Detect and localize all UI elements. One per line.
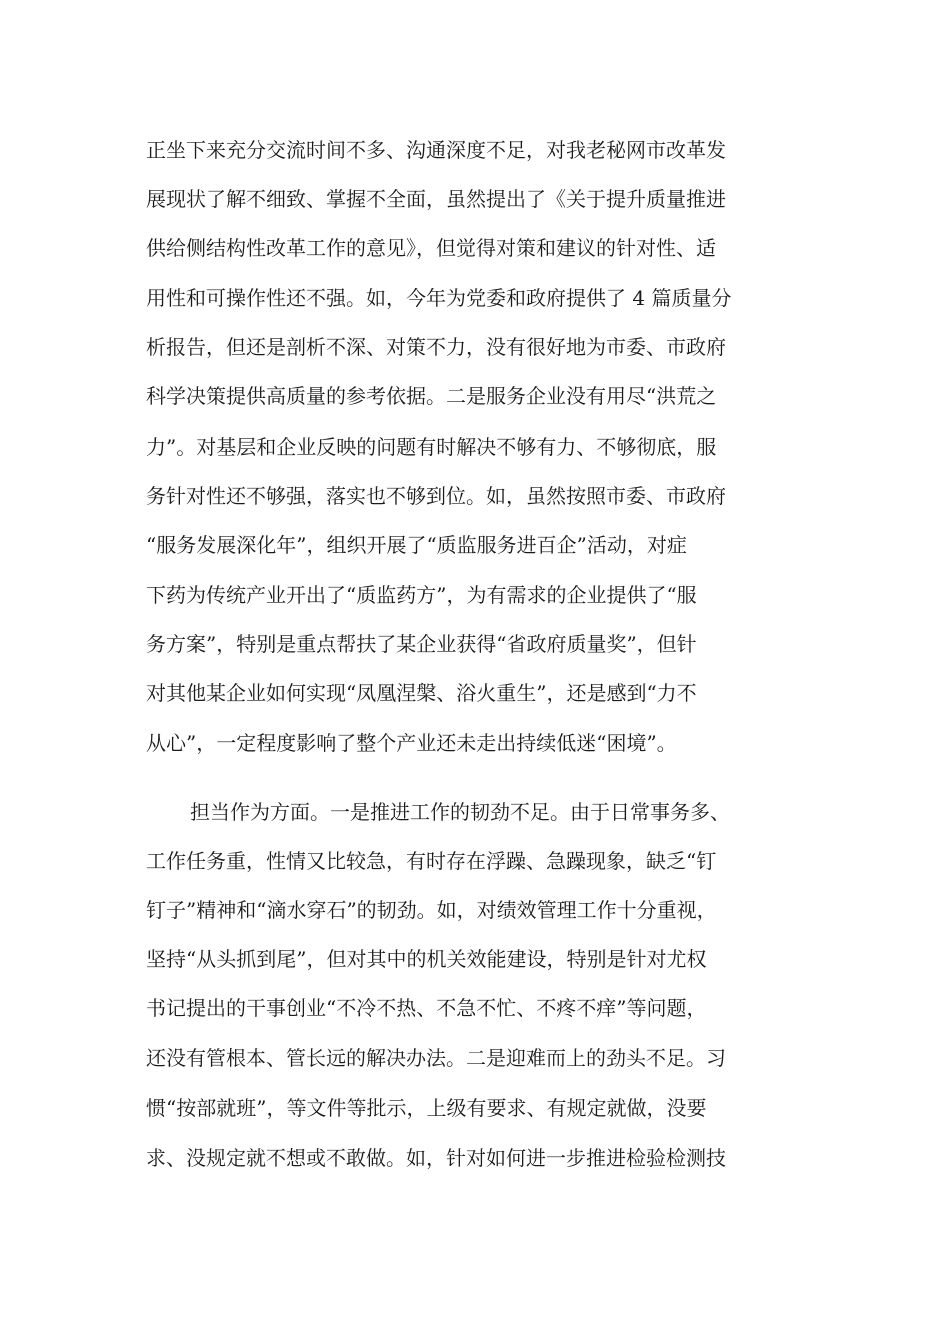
p1-line-11: 务方案”，特别是重点帮扶了某企业获得“省政府质量奖”，但针 xyxy=(146,632,697,656)
p1-line-6: 科学决策提供高质量的参考依据。二是服务企业没有用尽“洪荒之 xyxy=(146,384,717,408)
p2-line-6: 还没有管根本、管长远的解决办法。二是迎难而上的劲头不足。习 xyxy=(146,1046,726,1070)
p2-line-2: 工作任务重，性情又比较急，有时存在浮躁、急躁现象，缺乏“钉 xyxy=(146,849,717,873)
p1-line-8: 务针对性还不够强，落实也不够到位。如，虽然按照市委、市政府 xyxy=(146,484,726,508)
p1-line-5: 析报告，但还是剖析不深、对策不力，没有很好地为市委、市政府 xyxy=(146,335,726,359)
p2-line-5: 书记提出的干事创业“不冷不热、不急不忙、不疼不痒”等问题， xyxy=(146,996,707,1020)
p1-line-3: 供给侧结构性改革工作的意见》，但觉得对策和建议的针对性、适 xyxy=(146,236,716,260)
p2-line-1: 担当作为方面。一是推进工作的韧劲不足。由于日常事务多、 xyxy=(190,800,730,824)
p1-line-12: 对其他某企业如何实现“凤凰涅槃、浴火重生”，还是感到“力不 xyxy=(146,681,697,705)
p1-line-13: 从心”，一定程度影响了整个产业还未走出持续低迷“困境”。 xyxy=(146,731,677,755)
p2-line-7: 惯“按部就班”，等文件等批示，上级有要求、有规定就做，没要 xyxy=(146,1096,707,1120)
p2-line-8: 求、没规定就不想或不敢做。如，针对如何进一步推进检验检测技 xyxy=(146,1146,726,1170)
p2-line-3: 钉子”精神和“滴水穿石”的韧劲。如，对绩效管理工作十分重视， xyxy=(146,898,717,922)
p1-line-4: 用性和可操作性还不强。如，今年为党委和政府提供了 4 篇质量分 xyxy=(146,286,732,310)
p2-line-4: 坚持“从头抓到尾”，但对其中的机关效能建设，特别是针对尤权 xyxy=(146,947,707,971)
p1-line-1: 正坐下来充分交流时间不多、沟通深度不足，对我老秘网市改革发 xyxy=(146,138,726,162)
p1-line-7: 力”。对基层和企业反映的问题有时解决不够有力、不够彻底，服 xyxy=(146,435,717,459)
p1-line-2: 展现状了解不细致、掌握不全面，虽然提出了《关于提升质量推进 xyxy=(146,187,726,211)
p1-line-10: 下药为传统产业开出了“质监药方”，为有需求的企业提供了“服 xyxy=(146,583,697,607)
p1-line-9: “服务发展深化年”，组织开展了“质监服务进百企”活动，对症 xyxy=(146,533,687,557)
